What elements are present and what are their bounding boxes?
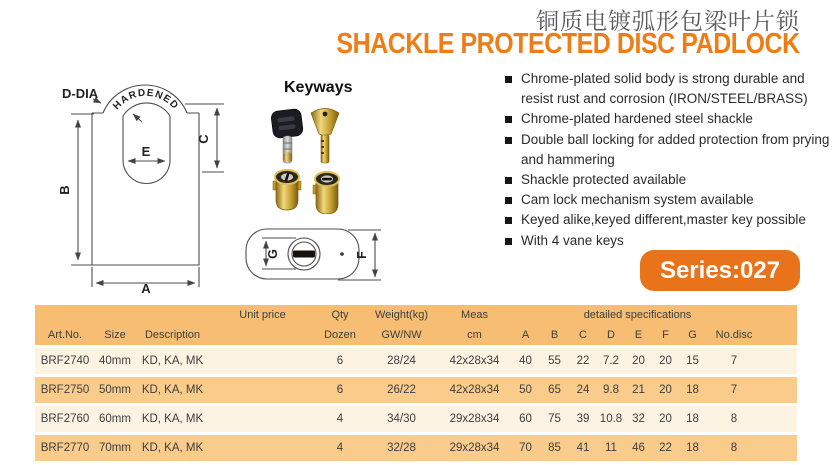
table-cell: KD, KA, MK xyxy=(141,413,204,425)
table-cell: 46 xyxy=(632,442,645,454)
keyways-heading: Keyways xyxy=(284,79,353,96)
table-cell: BRF2770 xyxy=(40,442,90,454)
col-header-spec-e: E xyxy=(634,329,643,341)
table-cell: 18 xyxy=(686,384,699,396)
table-cell: 6 xyxy=(336,384,344,396)
table-cell: BRF2750 xyxy=(40,384,90,396)
shackle-inner-arc xyxy=(123,103,170,116)
table-cell: BRF2740 xyxy=(40,355,90,367)
table-row xyxy=(35,435,797,461)
feature-item xyxy=(505,231,835,251)
table-cell: 24 xyxy=(576,384,590,396)
bullet-square-icon xyxy=(505,116,512,123)
bullet-square-icon xyxy=(505,197,512,204)
col-header-spec-g: G xyxy=(688,329,697,341)
table-cell: 50 xyxy=(519,384,532,396)
table-cell: 8 xyxy=(730,442,738,454)
bullet-square-icon xyxy=(505,217,512,224)
bullet-square-icon xyxy=(505,137,512,144)
dim-f-label: F xyxy=(355,251,369,259)
table-cell xyxy=(762,377,797,403)
table-cell: 4 xyxy=(336,413,344,425)
col-header-unit-price: Unit price xyxy=(239,309,286,321)
shackle-pointer-arrow xyxy=(133,114,142,122)
col-header-spec-d: D xyxy=(607,329,615,341)
table-cell: 39 xyxy=(576,413,590,425)
page-title: SHACKLE PROTECTED DISC PADLOCK xyxy=(336,28,800,60)
col-header-size: Size xyxy=(104,329,126,341)
col-group-header: detailed specifications xyxy=(583,309,692,321)
table-cell xyxy=(210,377,315,403)
table-cell: KD, KA, MK xyxy=(141,442,204,454)
series-badge: Series:027 xyxy=(640,250,800,291)
padlock-front-diagram xyxy=(55,80,235,294)
table-cell: 70 xyxy=(519,442,532,454)
table-row xyxy=(35,406,797,432)
table-cell: 32 xyxy=(632,413,645,425)
feature-item xyxy=(505,69,835,109)
table-cell: 65 xyxy=(548,384,561,396)
feature-text: With 4 vane keys xyxy=(521,232,624,248)
col-header-no-disc: No.disc xyxy=(715,329,753,341)
key-brass xyxy=(311,109,339,164)
table-cell: BRF2760 xyxy=(40,413,90,425)
lock-cylinder-left xyxy=(273,170,301,210)
col-header-meas: Meas xyxy=(461,309,488,321)
feature-list xyxy=(505,69,835,251)
spec-table xyxy=(35,305,797,461)
table-cell: 20 xyxy=(659,384,672,396)
table-cell: 7.2 xyxy=(603,355,619,367)
dim-b-label: B xyxy=(57,185,72,195)
padlock-bottom-diagram xyxy=(240,222,388,290)
keyways-image xyxy=(264,106,348,214)
table-header xyxy=(35,305,797,345)
table-cell xyxy=(210,406,315,432)
col-header-cm: cm xyxy=(467,329,482,341)
feature-text: Keyed alike,keyed different,master key possible xyxy=(521,212,806,228)
table-cell: 18 xyxy=(686,442,699,454)
table-row xyxy=(35,348,797,374)
table-cell: 4 xyxy=(336,442,344,454)
table-cell: 18 xyxy=(686,413,699,425)
table-cell: 8 xyxy=(730,413,738,425)
col-header-art-no: Art.No. xyxy=(47,329,83,341)
bullet-square-icon xyxy=(505,177,512,184)
table-cell: KD, KA, MK xyxy=(141,355,204,367)
feature-item xyxy=(505,210,835,230)
table-cell xyxy=(210,435,315,461)
table-cell: KD, KA, MK xyxy=(141,384,204,396)
col-header-spec-a: A xyxy=(521,329,530,341)
table-cell: 75 xyxy=(548,413,561,425)
feature-item xyxy=(505,170,835,190)
table-cell xyxy=(762,348,797,374)
table-cell: 60mm xyxy=(99,413,131,425)
table-row xyxy=(35,377,797,403)
bullet-square-icon xyxy=(505,238,512,245)
table-cell: 7 xyxy=(730,384,738,396)
table-cell: 26/22 xyxy=(387,384,416,396)
col-header-gwnw: GW/NW xyxy=(381,329,422,341)
table-cell: 22 xyxy=(576,355,590,367)
table-cell: 9.8 xyxy=(603,384,619,396)
feature-text: Shackle protected available xyxy=(521,172,687,188)
col-header-qty: Qty xyxy=(331,309,349,321)
table-cell: 20 xyxy=(659,413,672,425)
col-header-dozen: Dozen xyxy=(324,329,356,341)
col-header-spec-c: C xyxy=(579,329,587,341)
table-cell: 11 xyxy=(605,442,617,454)
table-cell: 40 xyxy=(519,355,532,367)
feature-item xyxy=(505,130,835,170)
table-cell: 50mm xyxy=(99,384,131,396)
table-cell: 20 xyxy=(632,355,645,367)
table-cell: 15 xyxy=(686,355,699,367)
col-header-description: Description xyxy=(144,329,201,341)
table-cell: 22 xyxy=(659,442,672,454)
table-cell: 42x28x34 xyxy=(449,355,500,367)
table-cell: 28/24 xyxy=(387,355,416,367)
dim-e-label: E xyxy=(141,144,151,159)
page-title-chinese: 铜质电镀弧形包梁叶片锁 xyxy=(536,8,800,34)
col-header-weight: Weight(kg) xyxy=(375,309,428,321)
feature-item xyxy=(505,109,835,129)
col-header-spec-f: F xyxy=(662,329,669,341)
table-cell: 32/28 xyxy=(387,442,416,454)
table-cell: 40mm xyxy=(99,355,131,367)
table-cell xyxy=(762,435,797,461)
lock-cylinder-right xyxy=(313,172,339,214)
table-cell: 6 xyxy=(336,355,344,367)
feature-text: Chrome-plated hardened steel shackle xyxy=(521,111,753,127)
feature-text: Double ball locking for added protection from prying and hammering xyxy=(521,131,830,167)
feature-text: Chrome-plated solid body is strong durable and resist rust and corrosion (IRON/STEEL/BRASS) xyxy=(521,71,808,107)
table-cell xyxy=(762,406,797,432)
bullet-square-icon xyxy=(505,76,512,83)
feature-item xyxy=(505,190,835,210)
table-cell: 21 xyxy=(632,384,645,396)
table-cell: 29x28x34 xyxy=(449,442,500,454)
table-cell: 70mm xyxy=(99,442,131,454)
dim-g-label: G xyxy=(266,249,280,259)
table-cell: 41 xyxy=(576,442,590,454)
table-cell xyxy=(210,348,315,374)
key-black-head xyxy=(271,108,304,163)
table-cell: 55 xyxy=(548,355,561,367)
shackle-opening-bottom xyxy=(123,160,170,183)
feature-text: Cam lock mechanism system available xyxy=(521,192,754,208)
table-cell: 7 xyxy=(730,355,738,367)
table-cell: 20 xyxy=(659,355,672,367)
dim-a-label: A xyxy=(141,281,151,294)
d-dia-label: D-DIA xyxy=(62,86,99,101)
pin-dot xyxy=(340,252,344,256)
table-cell: 42x28x34 xyxy=(449,384,500,396)
table-body xyxy=(35,348,797,461)
table-cell: 29x28x34 xyxy=(449,413,500,425)
table-cell: 34/30 xyxy=(387,413,416,425)
col-header-spec-b: B xyxy=(550,329,559,341)
padlock-body-outline xyxy=(92,113,199,265)
table-cell: 10.8 xyxy=(599,413,623,425)
table-cell: 85 xyxy=(548,442,561,454)
table-cell: 60 xyxy=(519,413,532,425)
hardened-label: HARDENED xyxy=(111,87,181,113)
keyway-slot xyxy=(293,251,315,258)
dim-c-label: C xyxy=(196,134,211,144)
